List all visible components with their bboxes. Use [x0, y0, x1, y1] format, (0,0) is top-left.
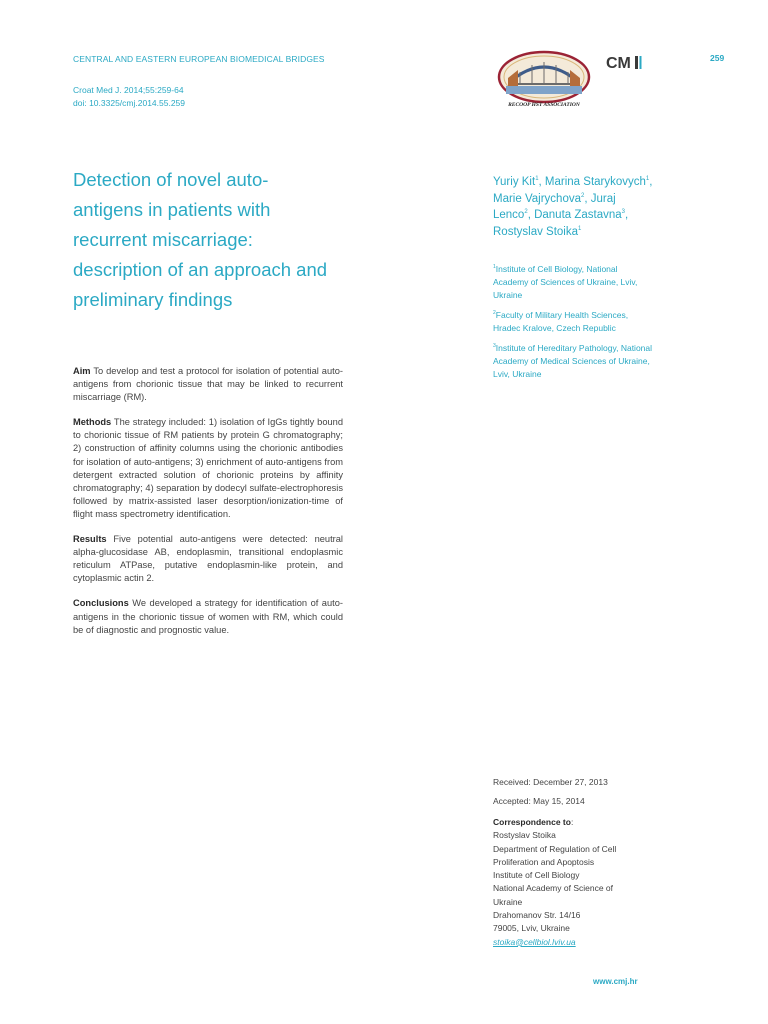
correspondence-line: Proliferation and Apoptosis	[493, 856, 595, 867]
doi-link[interactable]: doi: 10.3325/cmj.2014.55.259	[73, 98, 186, 108]
author-separator: ,	[527, 209, 535, 221]
author-separator: ,	[625, 209, 629, 221]
article-dates	[493, 777, 653, 815]
title-line: Detection of novel auto-	[73, 169, 269, 190]
page-number: 259	[710, 53, 725, 63]
journal-website-link[interactable]: www.cmj.hr	[593, 977, 638, 986]
affiliation-text: Institute of Hereditary Pathology, National Academy of Medical Sciences of Ukraine, Lviv, Ukraine	[493, 343, 653, 379]
affiliation	[493, 342, 653, 381]
title-line: recurrent miscarriage:	[73, 229, 253, 250]
author-name: Juraj Lenco	[493, 192, 616, 221]
abstract-conclusions	[73, 597, 343, 636]
author-name: Yuriy Kit	[493, 176, 536, 188]
author-name: Rostyslav Stoika	[493, 225, 579, 238]
affiliation	[493, 263, 653, 302]
affiliation-marker: 3	[493, 343, 496, 350]
correspondence-line: Drahomanov Str. 14/16	[493, 910, 581, 921]
author-affiliation-marker: 1	[578, 225, 582, 232]
methods-text: The strategy included: 1) isolation of IgGs tightly bound to chorionic tissue of RM patients by protein G chromatography; 2) construction of affinity columns using the chorionic antibodies for isolation of auto-antigens; 3) enrichment of auto-antigens from detergent extracted solution of chorionic proteins by affinity chromatography; 4) separation by dodecyl sulfate-electrophoresis followed by matrix-assisted laser desorption/ionization-time of flight mass spectrometry identification.	[73, 417, 344, 519]
affiliation-text: Institute of Cell Biology, National Academy of Sciences of Ukraine, Lviv, Ukraine	[493, 264, 638, 300]
affiliation	[493, 309, 653, 335]
conclusions-label: Conclusions	[73, 598, 129, 609]
conclusions-text: We developed a strategy for identification of auto-antigens in the chorionic tissue of women with RM, which could be of diagnostic and prognostic value.	[73, 598, 343, 635]
affiliation-marker: 1	[493, 264, 496, 271]
author-name: Marina Starykovych	[544, 176, 646, 188]
correspondence-block	[493, 816, 653, 949]
title-line: antigens in patients with	[73, 199, 271, 220]
aim-text: To develop and test a protocol for isolation of potential auto-antigens from chorionic tissue that may be linked to recurrent miscarriage (RM).	[73, 366, 343, 403]
article-title	[73, 165, 353, 315]
author-affiliation-marker: 1	[645, 176, 650, 183]
cmj-logo	[606, 53, 644, 73]
cmj-logo-icon	[606, 53, 644, 73]
methods-label: Methods	[73, 417, 112, 428]
affiliation-list	[493, 263, 653, 388]
correspondence-label: Correspondence to	[493, 817, 571, 827]
svg-text:CM: CM	[606, 55, 631, 72]
author-name: Marie Vajrychova	[493, 192, 581, 205]
author-name: Danuta Zastavna	[534, 209, 622, 221]
author-separator: ,	[649, 176, 653, 188]
abstract-results	[73, 533, 343, 585]
correspondence-line: National Academy of Science of	[493, 883, 614, 894]
author-affiliation-marker: 1	[535, 176, 539, 183]
accepted-date: Accepted: May 15, 2014	[493, 796, 585, 806]
citation-block	[73, 84, 185, 110]
correspondence-line: 79005, Lviv, Ukraine	[493, 923, 570, 934]
author-separator: ,	[584, 192, 591, 205]
affiliation-text: Faculty of Military Health Sciences, Hradec Kralove, Czech Republic	[493, 310, 629, 333]
correspondence-line: Ukraine	[493, 896, 523, 907]
received-date: Received: December 27, 2013	[493, 777, 608, 787]
aim-label: Aim	[73, 366, 91, 376]
title-line: description of an approach and	[73, 259, 328, 280]
author-affiliation-marker: 2	[581, 192, 585, 199]
title-line: preliminary findings	[73, 289, 233, 310]
abstract	[73, 365, 343, 649]
bridge-logo-icon	[496, 50, 592, 106]
correspondence-heading: Correspondence to:	[493, 817, 574, 827]
author-list	[493, 174, 653, 240]
association-logo-text: RECOOP HST ASSOCIATION	[508, 102, 580, 108]
affiliation-marker: 2	[493, 310, 496, 317]
results-text: Five potential auto-antigens were detected: neutral alpha-glucosidase AB, endoplasmin, transitional endoplasmic reticulum ATPase, putative endoplasmin-like protein, and cytoplasmic actin 2.	[73, 534, 343, 584]
correspondence-line: Department of Regulation of Cell	[493, 843, 617, 854]
results-label: Results	[73, 534, 107, 545]
correspondence-email-link[interactable]: stoika@cellbiol.lviv.ua	[493, 936, 576, 947]
correspondence-line: Institute of Cell Biology	[493, 870, 580, 881]
journal-section-banner: CENTRAL AND EASTERN EUROPEAN BIOMEDICAL BRIDGES	[73, 54, 325, 64]
author-affiliation-marker: 2	[524, 209, 528, 216]
citation: Croat Med J. 2014;55:259-64	[73, 85, 184, 95]
abstract-methods	[73, 416, 343, 521]
author-separator: ,	[538, 176, 545, 188]
correspondence-line: Rostyslav Stoika	[493, 830, 556, 841]
author-affiliation-marker: 3	[621, 209, 626, 216]
abstract-aim	[73, 365, 343, 404]
